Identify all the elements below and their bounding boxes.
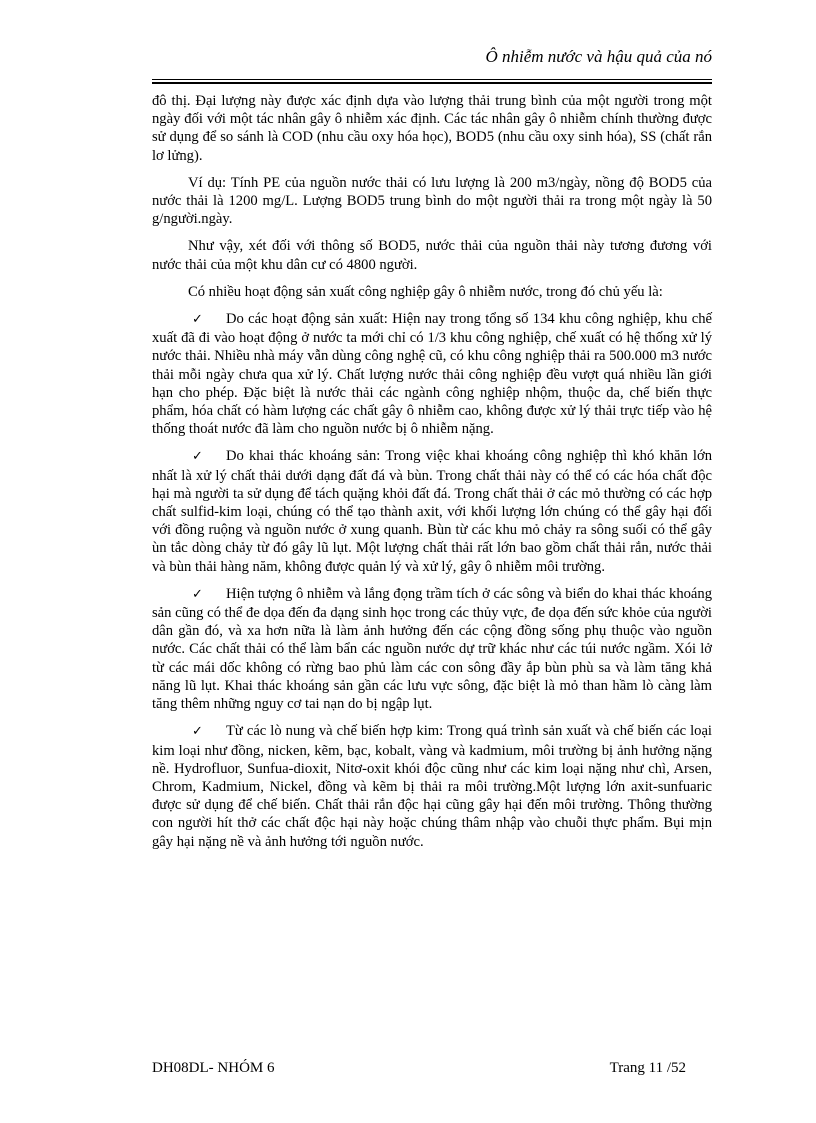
checkmark-icon: ✓ (192, 724, 203, 740)
header-rule-thin (152, 79, 712, 80)
paragraph-continuation: đô thị. Đại lượng này được xác định dựa vào lượng thải trung bình của một người trong một ngày đối với một tác nhân gây ô nhiễm xác định. Các tác nhân gây ô nhiễm chính thường được sử dụng để so sánh là COD (nhu cầu oxy hóa học), BOD5 (nhu cầu oxy sinh hóa), SS (chất rắn lơ lửng). (152, 93, 712, 164)
list-item-text: Do khai thác khoáng sản: Trong việc khai khoáng công nghiệp thì khó khăn lớn nhất là xử lý chất thải dưới dạng đất đá và bùn. Trong chất thải này có thể có các hóa chất độc hại mà người ta sử dụng để tách quặng khỏi đất đá. Trong chất thải ở các mỏ thường có các hợp chất sulfid-kim loại, chúng có thể tạo thành axit, với khối lượng lớn chúng có thể gây hại đối với đồng ruộng và nguồn nước ở xung quanh. Bùn từ các khu mỏ chảy ra sông suối có thể gây ùn tắc dòng chảy từ đó gây lũ lụt. Một lượng chất thải rất lớn bao gồm chất thải rắn, nước thải và bùn thải hàng năm, không được quản lý và xử lý, gây ô nhiễm môi trường. (152, 448, 712, 575)
list-item (152, 310, 712, 438)
footer-page-number: Trang 11 /52 (609, 1060, 686, 1076)
checkmark-icon: ✓ (192, 312, 203, 328)
paragraph-intro-list: Có nhiều hoạt động sản xuất công nghiệp gây ô nhiễm nước, trong đó chủ yếu là: (188, 283, 663, 300)
list-item (152, 585, 712, 713)
paragraph-example: Ví dụ: Tính PE của nguồn nước thải có lưu lượng là 200 m3/ngày, nồng độ BOD5 của nước thải là 1200 mg/L. Lượng BOD5 trung bình do một người thải ra trong một ngày là 50 g/người.ngày. (152, 174, 712, 228)
document-body (152, 92, 712, 860)
running-header: Ô nhiễm nước và hậu quả của nó (485, 47, 712, 66)
list-item (152, 447, 712, 575)
checkmark-icon: ✓ (192, 586, 203, 602)
list-item-text: Từ các lò nung và chế biến hợp kim: Trong quá trình sản xuất và chế biến các loại kim loại như đồng, nicken, kẽm, bạc, kobalt, vàng và kadmium, môi trường bị ảnh hưởng nặng nề. Hydrofluor, Sunfua-dioxit, Nitơ-oxit khói độc cũng như các kim loại nặng như chì, Arsen, Chrom, Kadmium, Nickel, đồng và kẽm bị thải ra môi trường.Một lượng lớn axit-sunfuaric được sử dụng để chế biến. Chất thải rắn độc hại cũng gây hại đến môi trường. Thông thường con người hít thở các chất độc hại này hoặc chúng thâm nhập vào chuỗi thực phẩm. Bụi mịn gây hại nặng nề và ảnh hưởng tới nguồn nước. (152, 723, 712, 850)
list-item-text: Do các hoạt động sản xuất: Hiện nay trong tổng số 134 khu công nghiệp, khu chế xuất đã đi vào hoạt động ở nước ta mới chỉ có 1/3 khu công nghiệp, chế xuất có hệ thống xử lý nước thải. Nhiều nhà máy vẫn dùng công nghệ cũ, có khu công nghiệp thải ra 500.000 m3 nước thải mỗi ngày chưa qua xử lý. Chất lượng nước thải công nghiệp đều vượt quá nhiều lần giới hạn cho phép. Đặc biệt là nước thải các ngành công nghiệp nhộm, thuộc da, chế biến thực phẩm, hóa chất có hàm lượng các chất gây ô nhiễm cao, không được xử lý thải trực tiếp vào hệ thống thoát nước đã làm cho nguồn nước bị ô nhiễm nặng. (152, 311, 712, 438)
header-rule-thick (152, 82, 712, 84)
footer-group-label: DH08DL- NHÓM 6 (152, 1060, 275, 1076)
checkmark-icon: ✓ (192, 449, 203, 465)
list-item-text: Hiện tượng ô nhiễm và lắng đọng trầm tích ở các sông và biển do khai thác khoáng sản cũng có thể đe dọa đến đa dạng sinh học trong các thủy vực, đe dọa đến sức khỏe của người dân gần đó, và xa hơn nữa là làm ảnh hưởng đến các cộng đồng sống phụ thuộc vào nguồn nước. Các chất thải có thể làm bẩn các nguồn nước dự trữ khác như các túi nước ngầm. Xói lở từ các mái dốc không có rừng bao phủ làm các con sông đầy ắp bùn phù sa và làm tăng khả năng lũ lụt. Khai thác khoáng sản gần các lưu vực sông, đặc biệt là mỏ than hầm lò càng làm tăng thêm những nguy cơ tai nạn do bị ngập lụt. (152, 585, 712, 713)
list-item (152, 722, 712, 850)
paragraph-conclusion: Như vậy, xét đối với thông số BOD5, nước thải của nguồn thải này tương đương với nước thải của một khu dân cư có 4800 người. (152, 238, 712, 273)
